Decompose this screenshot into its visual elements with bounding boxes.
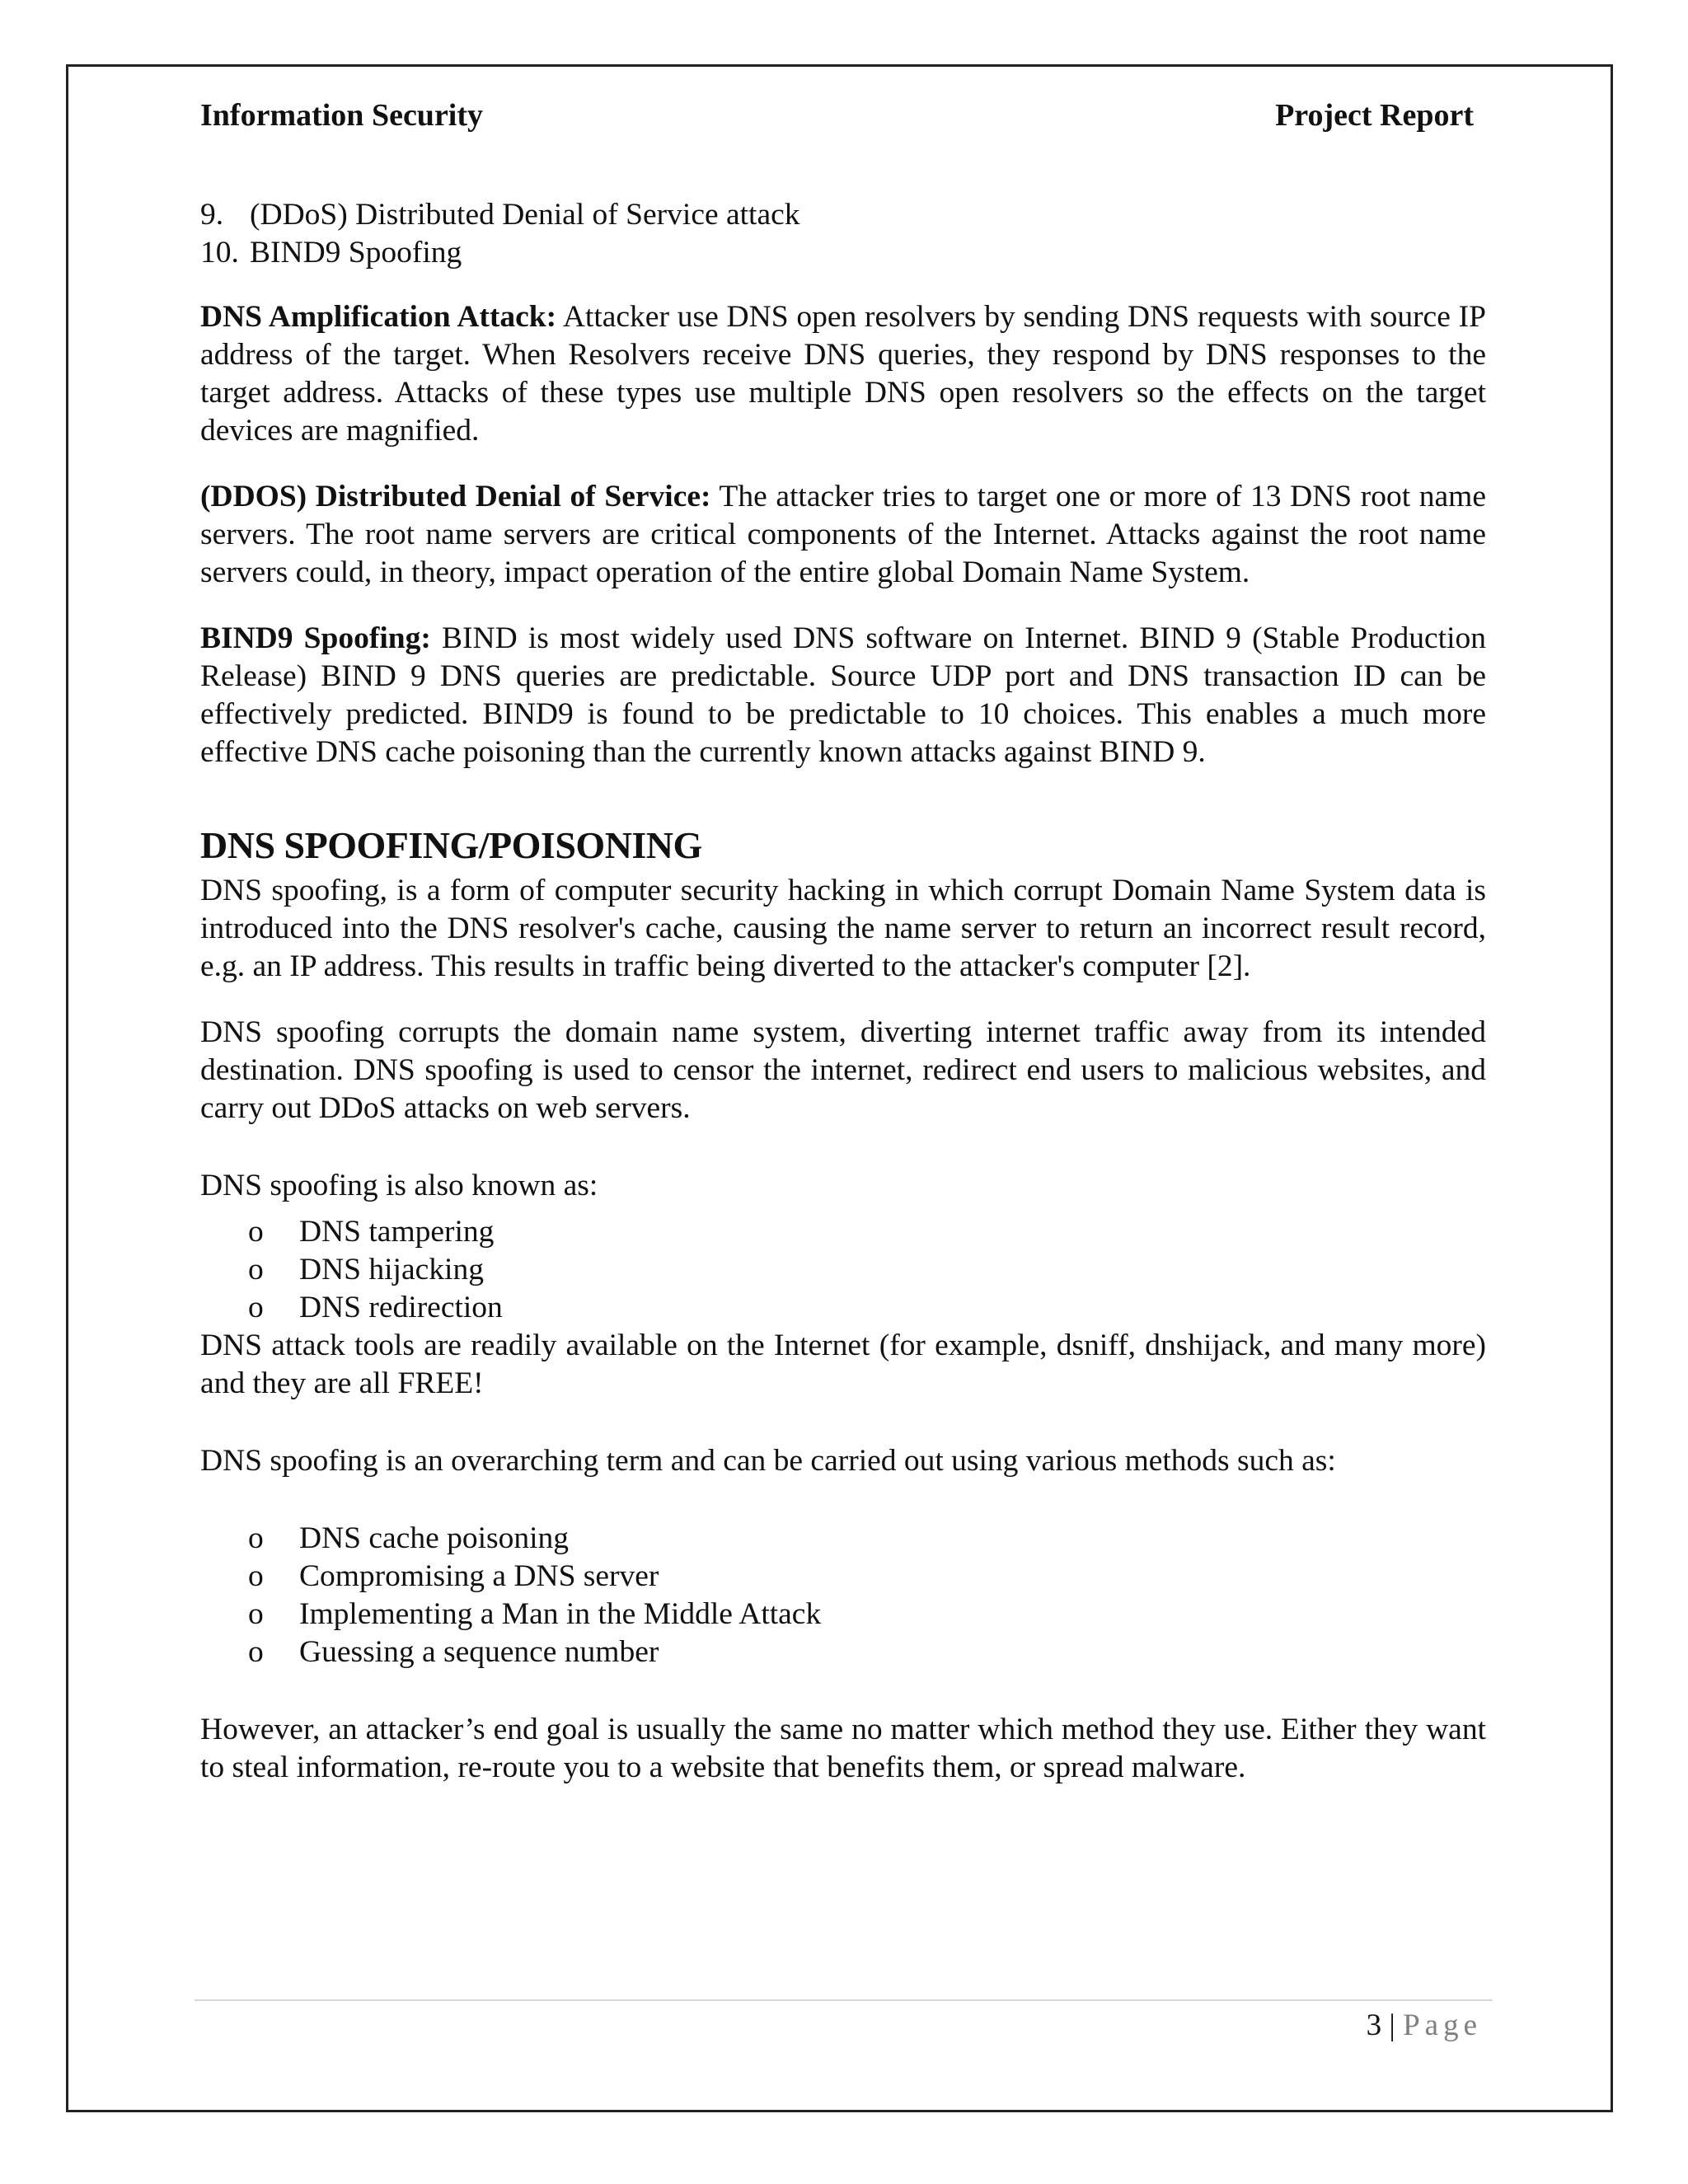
- aka-list: [200, 1213, 1486, 1327]
- bullet-marker: o: [248, 1521, 264, 1555]
- ddos-term: (DDOS) Distributed Denial of Service:: [200, 480, 711, 513]
- page-number: 3: [1366, 2008, 1382, 2042]
- list-item-text: Implementing a Man in the Middle Attack: [299, 1597, 822, 1631]
- bullet-marker: o: [248, 1291, 264, 1324]
- attacker-goal-paragraph: However, an attacker’s end goal is usually the same no matter which method they use. Either they want to steal information, re-route you to a website that benefits them, or spread malware.: [200, 1713, 1486, 1784]
- bind9-term: BIND9 Spoofing:: [200, 621, 431, 655]
- bullet-marker: o: [248, 1597, 264, 1631]
- page-content: [200, 196, 1486, 1787]
- list-item-text: DNS hijacking: [299, 1253, 484, 1286]
- list-item: [200, 1289, 1486, 1327]
- methods-intro-paragraph: DNS spoofing is an overarching term and can be carried out using various methods such as:: [200, 1444, 1336, 1478]
- attack-tools-paragraph: DNS attack tools are readily available on the Internet (for example, dsniff, dnshijack, and many more) and they are all FREE!: [200, 1329, 1486, 1400]
- spoofing-effects-paragraph: DNS spoofing corrupts the domain name system, diverting internet traffic away from its intended destination. DNS spoofing is used to censor the internet, redirect end users to malicious websites, and carry out DDoS attacks on web servers.: [200, 1015, 1486, 1125]
- page-separator: |: [1381, 2008, 1404, 2042]
- list-item-text: DNS cache poisoning: [299, 1521, 570, 1555]
- list-item-text: DNS tampering: [299, 1215, 495, 1249]
- section-heading: DNS SPOOFING/POISONING: [200, 824, 702, 866]
- list-item-text: BIND9 Spoofing: [250, 236, 462, 269]
- bullet-marker: o: [248, 1635, 264, 1669]
- spoofing-definition-paragraph: DNS spoofing, is a form of computer security hacking in which corrupt Domain Name System data is introduced into the DNS resolver's cache, causing the name server to return an incorrect result record, e.g. an IP address. This results in traffic being diverted to the attacker's computer [2].: [200, 874, 1486, 983]
- header-right-title: Project Report: [1275, 98, 1474, 133]
- list-item: [200, 234, 1486, 272]
- amplification-paragraph: [200, 298, 1486, 450]
- list-item-text: DNS redirection: [299, 1291, 503, 1324]
- also-known-as-paragraph: DNS spoofing is also known as:: [200, 1169, 598, 1202]
- methods-list: [200, 1520, 1486, 1671]
- page-footer: [1367, 2008, 1482, 2043]
- list-item-text: (DDoS) Distributed Denial of Service attack: [250, 198, 800, 232]
- amplification-body: Attacker use DNS open resolvers by sending DNS requests with source IP address of the target. When Resolvers receive DNS queries, they respond by DNS responses to the target address. Attacks of these types use multiple DNS open resolvers so the effects on the target devices are magnified.: [200, 300, 1486, 448]
- page-header: [200, 97, 1474, 138]
- ddos-paragraph: [200, 478, 1486, 592]
- list-number: 9.: [200, 198, 224, 232]
- amplification-term: DNS Amplification Attack:: [200, 300, 557, 334]
- list-item: [200, 196, 1486, 234]
- footer-divider: [195, 1999, 1493, 2001]
- header-left-title: Information Security: [200, 98, 484, 133]
- page-word: Page: [1403, 2008, 1482, 2042]
- bullet-marker: o: [248, 1253, 264, 1286]
- list-item: [200, 1596, 1486, 1633]
- list-item: [200, 1251, 1486, 1289]
- list-item-text: Guessing a sequence number: [299, 1635, 659, 1669]
- numbered-list: [200, 196, 1486, 272]
- bullet-marker: o: [248, 1559, 264, 1593]
- list-item: [200, 1633, 1486, 1671]
- list-item: [200, 1520, 1486, 1558]
- bind9-body: BIND is most widely used DNS software on Internet. BIND 9 (Stable Production Release) BIND 9 DNS queries are predictable. Source UDP port and DNS transaction ID can be effectively predicted. BIND9 is found to be predictable to 10 choices. This enables a much more effective DNS cache poisoning than the currently known attacks against BIND 9.: [200, 621, 1487, 769]
- bullet-marker: o: [248, 1215, 264, 1249]
- list-item: [200, 1558, 1486, 1596]
- list-item-text: Compromising a DNS server: [299, 1559, 659, 1593]
- list-number: 10.: [200, 236, 239, 269]
- bind9-paragraph: [200, 620, 1486, 771]
- list-item: [200, 1213, 1486, 1251]
- ddos-body: The attacker tries to target one or more of 13 DNS root name servers. The root name servers are critical components of the Internet. Attacks against the root name servers could, in theory, impact operation of the entire global Domain Name System.: [200, 480, 1486, 589]
